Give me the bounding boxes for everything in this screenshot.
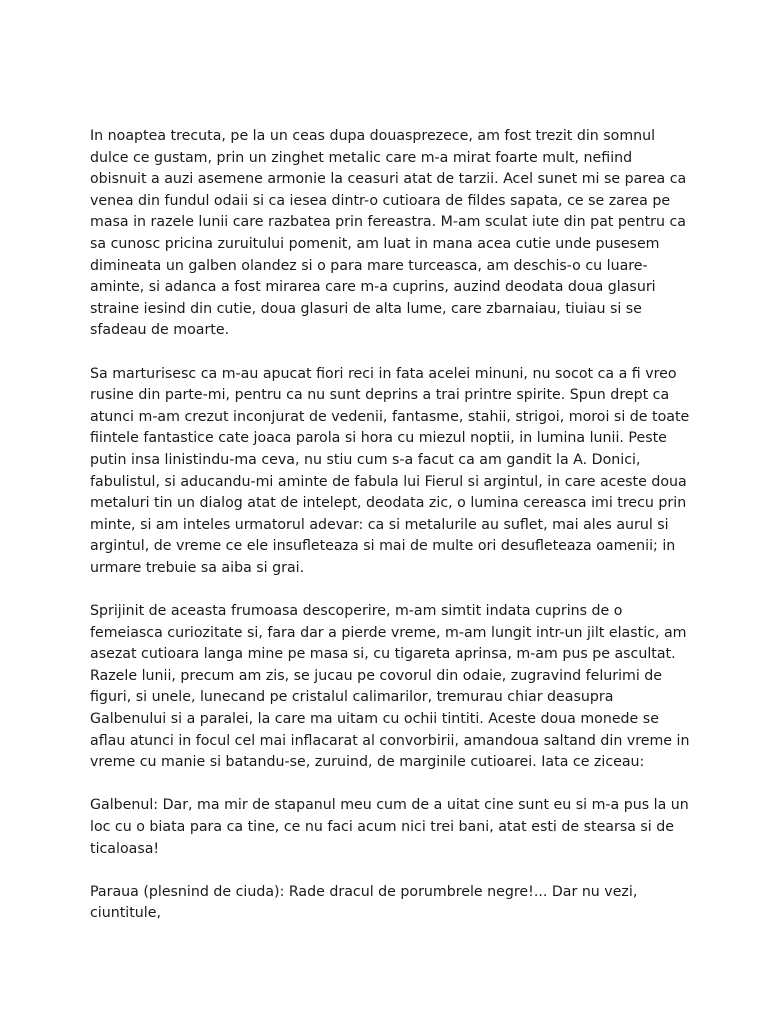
paragraph: Galbenul: Dar, ma mir de stapanul meu cum de a uitat cine sunt eu si m-a pus la un loc cu o biata para ca tine, ce nu faci acum nici trei bani, atat esti de stearsa si de ticaloasa! (90, 797, 689, 857)
paragraph: In noaptea trecuta, pe la un ceas dupa douasprezece, am fost trezit din somnul dulce ce gustam, prin un zinghet metalic care m-a mirat foarte mult, nefiind obisnuit a auzi asemene armonie la ceasuri atat de tarzii. Acel sunet mi se parea ca venea din fundul odaii si ca iesea dintr-o cutioara de fildes sapata, ce se zarea pe masa in razele lunii care razbatea prin fereastra. M-am sculat iute din pat pentru ca sa cunosc pricina zuruitului pomenit, am luat in mana acea cutie unde pusesem dimineata un galben olandez si o para mare turceasca, am deschis-o cu luare-aminte, si adanca a fost mirarea care m-a cuprins, auzind deodata doua glasuri straine iesind din cutie, doua glasuri de alta lume, care zbarnaiau, tiuiau si se sfadeau de moarte. (90, 128, 687, 339)
paragraph: Sa marturisesc ca m-au apucat fiori reci in fata acelei minuni, nu socot ca a fi vreo rusine din parte-mi, pentru ca nu sunt deprins a trai printre spirite. Spun drept ca atunci m-am crezut inconjurat de vedenii, fantasme, stahii, strigoi, moroi si de toate fiintele fantastice cate joaca parola si hora cu miezul noptii, in lumina lunii. Peste putin insa linistindu-ma ceva, nu stiu cum s-a facut ca am gandit la A. Donici, fabulistul, si aducandu-mi aminte de fabula lui Fierul si argintul, in care aceste doua metaluri tin un dialog atat de intelept, deodata zic, o lumina cereasca imi trecu prin minte, si am inteles urmatorul adevar: ca si metalurile au suflet, mai ales aurul si argintul, de vreme ce ele insufleteaza si mai de multe ori desufleteaza oamenii; in urmare trebuie sa aiba si grai. (90, 365, 690, 576)
paragraph: Sprijinit de aceasta frumoasa descoperire, m-am simtit indata cuprins de o femeiasca curiozitate si, fara dar a pierde vreme, m-am lungit intr-un jilt elastic, am asezat cutioara langa mine pe masa si, cu tigareta aprinsa, m-am pus pe ascultat. Razele lunii, precum am zis, se jucau pe covorul din odaie, zugravind felurimi de figuri, si unele, lunecand pe cristalul calimarilor, tremurau chiar deasupra Galbenului si a paralei, la care ma uitam cu ochii tintiti. Aceste doua monede se aflau atunci in focul cel mai inflacarat al convorbirii, amandoua saltand din vreme in vreme cu manie si batandu-se, zuruind, de marginile cutioarei. Iata ce ziceau: (90, 603, 690, 771)
document-page (90, 126, 690, 947)
paragraph: Paraua (plesnind de ciuda): Rade dracul de porumbrele negre!... Dar nu vezi, ciuntitule, (90, 883, 638, 922)
